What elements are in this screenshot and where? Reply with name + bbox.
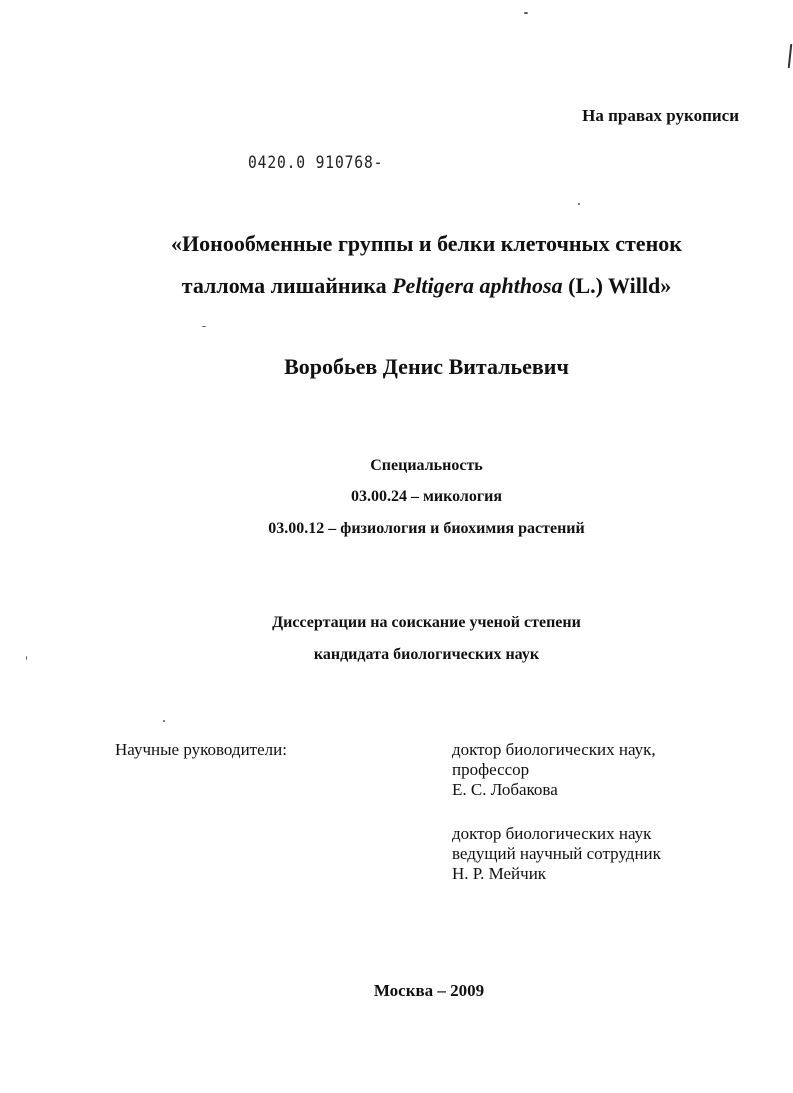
supervisor-2 xyxy=(452,824,661,884)
degree-line-2: кандидата биологических наук xyxy=(313,646,540,663)
city-year: Москва – 2009 xyxy=(373,981,485,1000)
author-name: Воробьев Денис Витальевич xyxy=(284,354,569,379)
specialty-label: Специальность xyxy=(370,457,483,474)
degree-line-1: Диссертации на соискание ученой степени xyxy=(272,614,581,631)
thesis-title-line-1: «Ионообменные группы и белки клеточных стенок xyxy=(171,231,682,256)
supervisors-label: Научные руководители: xyxy=(115,740,287,759)
manuscript-rights-note: На правах рукописи xyxy=(582,106,739,125)
scan-speck xyxy=(163,720,165,722)
supervisor-2-name: Н. Р. Мейчик xyxy=(452,864,547,883)
title-line-2-suffix: (L.) Willd» xyxy=(562,273,672,298)
species-name: Peltigera aphthosa xyxy=(392,273,563,298)
thesis-title-line-2 xyxy=(0,273,793,299)
supervisor-1-name: Е. С. Лобакова xyxy=(452,780,558,799)
supervisor-2-degree: доктор биологических наук xyxy=(452,824,652,843)
scan-speck xyxy=(524,12,528,14)
supervisor-1-degree: доктор биологических наук, xyxy=(452,740,656,759)
scan-speck xyxy=(578,203,580,205)
archive-stamp-number: 0420.0 910768- xyxy=(248,153,384,173)
supervisor-1-position: профессор xyxy=(452,760,530,779)
specialty-item-mycology: 03.00.24 – микология xyxy=(350,488,503,505)
scan-speck xyxy=(26,656,27,660)
scan-edge-mark xyxy=(788,44,792,68)
specialty-item-plant-physiology: 03.00.12 – физиология и биохимия растений xyxy=(268,520,585,537)
title-line-2-prefix: таллома лишайника xyxy=(181,273,393,298)
supervisor-1 xyxy=(452,740,656,800)
supervisor-2-position: ведущий научный сотрудник xyxy=(452,844,661,863)
scan-speck xyxy=(202,326,206,327)
